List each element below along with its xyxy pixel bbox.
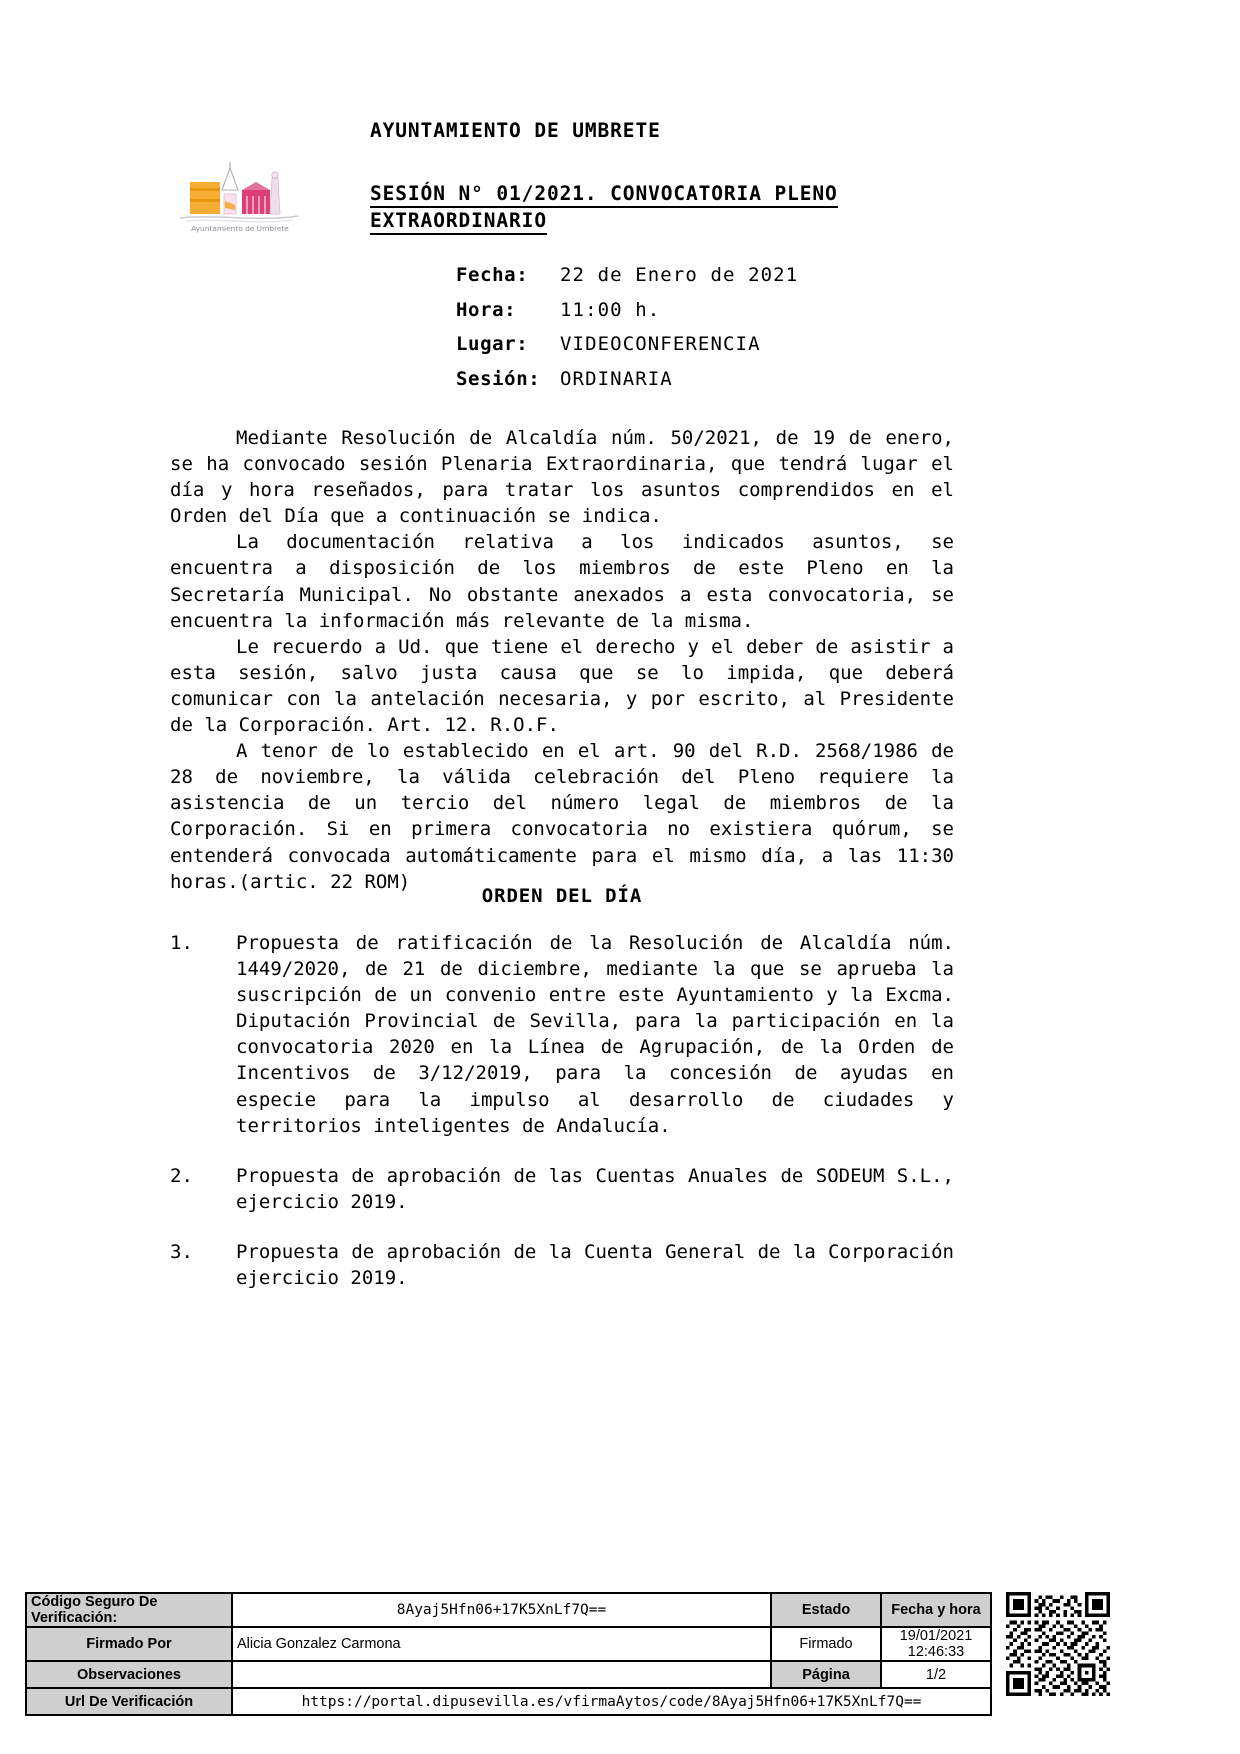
organization-title: AYUNTAMIENTO DE UMBRETE bbox=[370, 119, 661, 142]
agenda-item-1-number: 1. bbox=[170, 932, 193, 954]
agenda-heading: ORDEN DEL DÍA bbox=[481, 885, 643, 907]
agenda-item-3-number: 3. bbox=[170, 1240, 193, 1263]
agenda-item-2-text: Propuesta de aprobación de las Cuentas Anuales de SODEUM S.L., ejercicio 2019. bbox=[236, 1164, 954, 1213]
body-paragraph-2: La documentación relativa a los indicados asuntos, se encuentra a disposición de los miembros de este Pleno en la Secretaría Municipal. No obstante anexados a esta convocatoria, se encuentra la información más relevante de la misma. bbox=[170, 531, 954, 632]
table-row-firmado-por bbox=[26, 1627, 991, 1661]
agenda-item-1 bbox=[170, 930, 954, 1139]
agenda-item-3 bbox=[170, 1239, 954, 1291]
observaciones-value bbox=[232, 1661, 771, 1688]
agenda-item-2-number: 2. bbox=[170, 1164, 193, 1187]
agenda-item-2 bbox=[170, 1163, 954, 1215]
firmado-por-label: Firmado Por bbox=[26, 1627, 232, 1661]
agenda-item-3-text: Propuesta de aprobación de la Cuenta General de la Corporación ejercicio 2019. bbox=[236, 1240, 954, 1290]
umbrete-coat-of-arms-logo bbox=[172, 152, 308, 234]
csv-label: Código Seguro De Verificación: bbox=[26, 1593, 232, 1627]
meta-row-fecha bbox=[456, 258, 798, 293]
estado-value: Firmado bbox=[771, 1627, 881, 1661]
meta-label-lugar: Lugar: bbox=[456, 333, 529, 355]
pagina-label: Página bbox=[771, 1661, 881, 1688]
url-label: Url De Verificación bbox=[26, 1688, 232, 1715]
meta-value-lugar: VIDEOCONFERENCIA bbox=[560, 333, 761, 355]
body-paragraph-4: A tenor de lo establecido en el art. 90 del R.D. 2568/1986 de 28 de noviembre, la válida celebración del Pleno requiere la asistencia de un tercio del número legal de miembros de la Corporación. Si en primera convocatoria no existiera quórum, se entenderá convocada automáticamente para el mismo día, a las 11:30 horas.(artic. 22 ROM) bbox=[170, 740, 954, 893]
session-title-line-1: SESIÓN N° 01/2021. CONVOCATORIA PLENO bbox=[370, 182, 838, 208]
verification-table bbox=[25, 1592, 992, 1716]
meta-label-fecha: Fecha: bbox=[456, 264, 529, 286]
body-text bbox=[170, 425, 954, 895]
session-title-line-2: EXTRAORDINARIO bbox=[370, 209, 547, 235]
logo-caption-text: Ayuntamiento de Umbrete bbox=[191, 224, 289, 233]
session-meta-list bbox=[456, 258, 798, 396]
meta-label-hora: Hora: bbox=[456, 298, 517, 321]
meta-row-sesion bbox=[456, 362, 798, 397]
pagina-value: 1/2 bbox=[881, 1661, 991, 1688]
table-row-observaciones bbox=[26, 1661, 991, 1688]
verification-footer bbox=[25, 1592, 1110, 1716]
firmado-por-value: Alicia Gonzalez Carmona bbox=[232, 1627, 771, 1661]
meta-value-sesion: ORDINARIA bbox=[560, 367, 673, 390]
table-row-csv bbox=[26, 1593, 991, 1627]
meta-row-hora bbox=[456, 293, 798, 328]
observaciones-label: Observaciones bbox=[26, 1661, 232, 1688]
body-paragraph-1: Mediante Resolución de Alcaldía núm. 50/2021, de 19 de enero, se ha convocado sesión Plenaria Extraordinaria, que tendrá lugar el día y hora reseñados, para tratar los asuntos comprendidos en el Orden del Día que a continuación se indica. bbox=[170, 427, 954, 528]
meta-row-lugar bbox=[456, 327, 798, 362]
qr-code-icon bbox=[1006, 1592, 1110, 1696]
fecha-hora-label: Fecha y hora bbox=[881, 1593, 991, 1627]
fecha-hora-value: 19/01/2021 12:46:33 bbox=[881, 1627, 991, 1661]
table-row-url bbox=[26, 1688, 991, 1715]
agenda-item-1-text: Propuesta de ratificación de la Resolución de Alcaldía núm. 1449/2020, de 21 de diciembre, mediante la que se aprueba la suscripción de un convenio entre este Ayuntamiento y la Excma. Diputación Provincial de Sevilla, para la participación en la convocatoria 2020 en la Línea de Agrupación, de la Orden de Incentivos de 3/12/2019, para la concesión de ayudas en especie para la impulso al desarrollo de ciudades y territorios inteligentes de Andalucía. bbox=[236, 932, 954, 1137]
meta-value-fecha: 22 de Enero de 2021 bbox=[560, 264, 799, 286]
csv-value: 8Ayaj5Hfn06+17K5XnLf7Q== bbox=[232, 1593, 771, 1627]
agenda-list bbox=[170, 930, 954, 1315]
url-value[interactable]: https://portal.dipusevilla.es/vfirmaAytos/code/8Ayaj5Hfn06+17K5XnLf7Q== bbox=[232, 1688, 991, 1715]
meta-label-sesion: Sesión: bbox=[456, 367, 541, 390]
body-paragraph-3: Le recuerdo a Ud. que tiene el derecho y el deber de asistir a esta sesión, salvo justa causa que se lo impida, que deberá comunicar con la antelación necesaria, y por escrito, al Presidente de la Corporación. Art. 12. R.O.F. bbox=[170, 635, 954, 737]
session-title bbox=[370, 180, 890, 234]
meta-value-hora: 11:00 h. bbox=[560, 298, 661, 321]
estado-label: Estado bbox=[771, 1593, 881, 1627]
